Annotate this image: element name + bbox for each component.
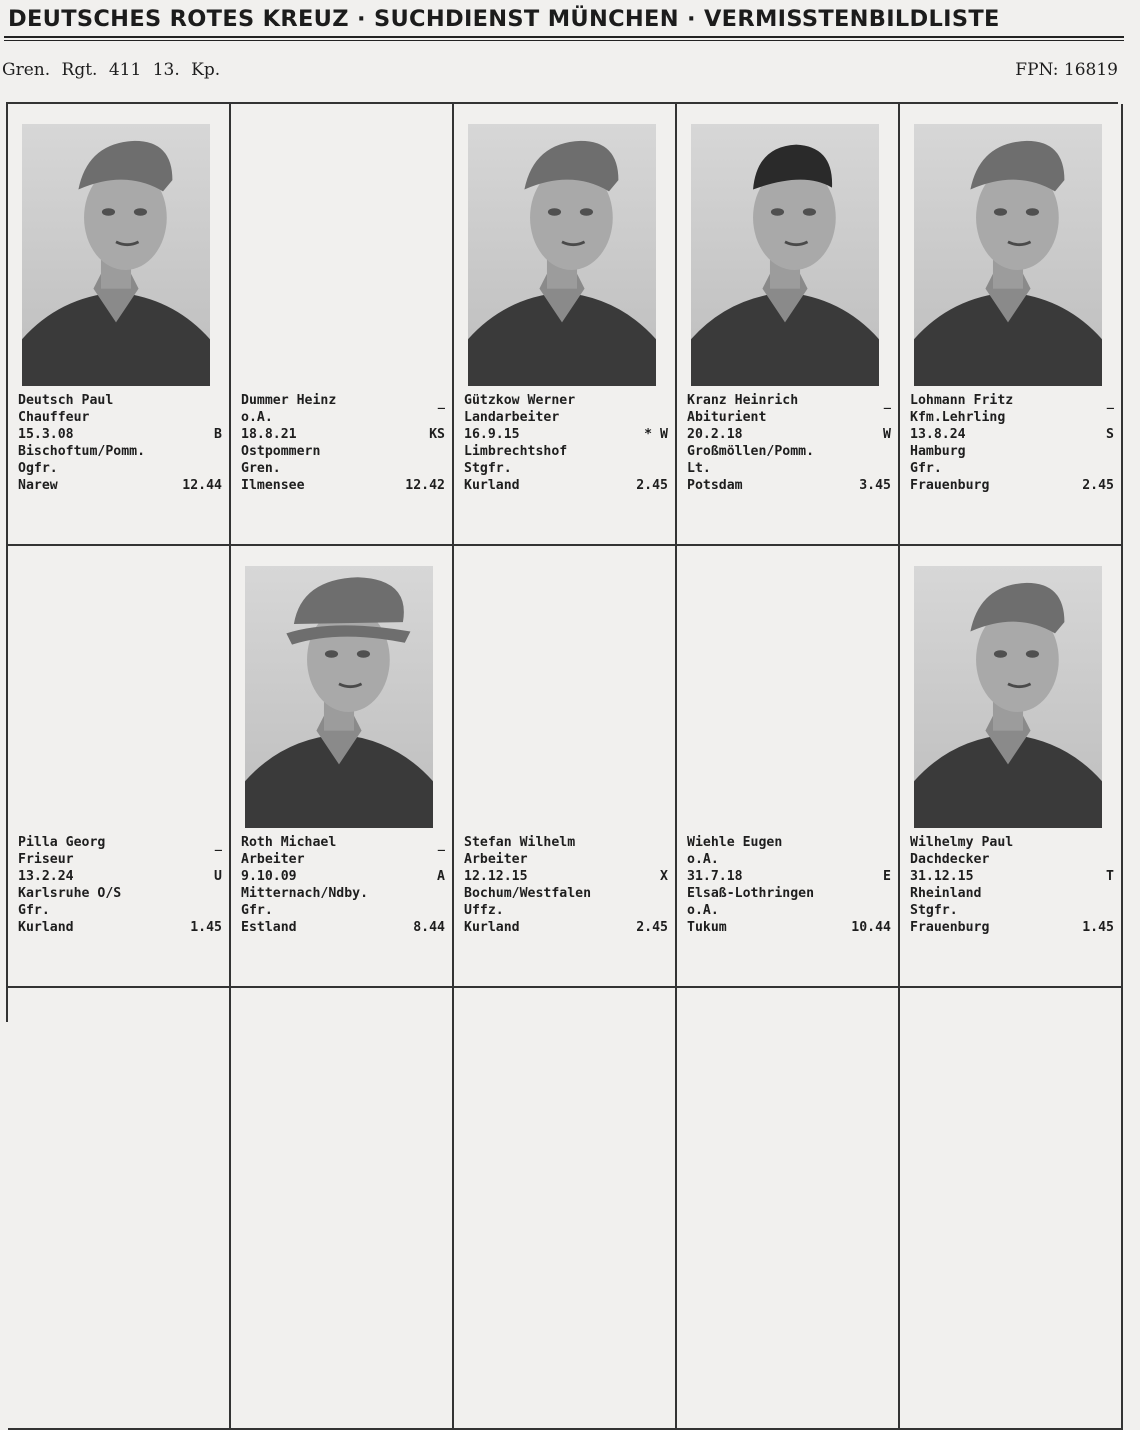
- rank-row: [687, 902, 891, 919]
- code-mark: T: [1106, 869, 1114, 884]
- last-seen-row: [910, 477, 1114, 494]
- occupation-row: [687, 851, 891, 868]
- portrait-icon: [22, 124, 210, 386]
- page-title: DEUTSCHES ROTES KREUZ · SUCHDIENST MÜNCHEN · VERMISSTENBILDLISTE: [8, 6, 1000, 32]
- occupation: Arbeiter: [464, 852, 528, 867]
- birthplace-row: [18, 443, 222, 460]
- title-underline-thin: [4, 40, 1124, 41]
- person-photo: [914, 566, 1102, 828]
- rank: Gfr.: [241, 903, 273, 918]
- last-seen-row: [464, 919, 668, 936]
- birthplace-row: [464, 443, 668, 460]
- birthdate: 9.10.09: [241, 869, 297, 884]
- birthplace-row: [464, 885, 668, 902]
- occupation-row: [910, 409, 1114, 426]
- person-name: Wilhelmy Paul: [910, 835, 1014, 850]
- occupation: Arbeiter: [241, 852, 305, 867]
- birthplace-row: [18, 885, 222, 902]
- person-info: [910, 392, 1114, 494]
- birth-row: [687, 868, 891, 885]
- last-seen-row: [241, 919, 445, 936]
- last-place: Tukum: [687, 920, 727, 935]
- person-card: [900, 104, 1123, 546]
- birthplace: Karlsruhe O/S: [18, 886, 122, 901]
- last-seen-row: [910, 919, 1114, 936]
- rank: Uffz.: [464, 903, 504, 918]
- person-info: [241, 392, 445, 494]
- last-place: Potsdam: [687, 478, 743, 493]
- name-row: [241, 834, 445, 851]
- last-date: 1.45: [1082, 920, 1114, 935]
- rank-row: [18, 902, 222, 919]
- birth-row: [18, 426, 222, 443]
- birthplace: Großmöllen/Pomm.: [687, 444, 815, 459]
- last-date: 2.45: [636, 478, 668, 493]
- birthplace-row: [241, 443, 445, 460]
- person-card: [231, 104, 454, 546]
- dash-mark: _: [437, 837, 445, 851]
- person-card: [677, 546, 900, 988]
- rank: Gfr.: [910, 461, 942, 476]
- birthdate: 12.12.15: [464, 869, 528, 884]
- birthplace: Elsaß-Lothringen: [687, 886, 815, 901]
- rank-row: [687, 460, 891, 477]
- name-row: [687, 834, 891, 851]
- last-date: 1.45: [190, 920, 222, 935]
- name-row: [464, 392, 668, 409]
- portrait-icon: [245, 566, 433, 828]
- birthplace: Bischoftum/Pomm.: [18, 444, 146, 459]
- birthdate: 15.3.08: [18, 427, 74, 442]
- empty-card: [231, 988, 454, 1430]
- rank-row: [464, 902, 668, 919]
- title-underline: [4, 36, 1124, 38]
- last-place: Frauenburg: [910, 478, 990, 493]
- last-place: Ilmensee: [241, 478, 305, 493]
- person-info: [18, 392, 222, 494]
- occupation: o.A.: [687, 852, 719, 867]
- name-row: [464, 834, 668, 851]
- code-mark: A: [437, 869, 445, 884]
- name-row: [18, 834, 222, 851]
- rank-row: [464, 460, 668, 477]
- rank: Gfr.: [18, 903, 50, 918]
- portrait-icon: [914, 124, 1102, 386]
- person-card: [454, 546, 677, 988]
- birth-row: [241, 426, 445, 443]
- person-name: Wiehle Eugen: [687, 835, 783, 850]
- person-card: [8, 546, 231, 988]
- occupation: Landarbeiter: [464, 410, 560, 425]
- birthplace-row: [910, 443, 1114, 460]
- empty-card: [454, 988, 677, 1430]
- code-mark: B: [214, 427, 222, 442]
- occupation-row: [18, 851, 222, 868]
- person-info: [687, 392, 891, 494]
- occupation: Kfm.Lehrling: [910, 410, 1006, 425]
- rank: Lt.: [687, 461, 711, 476]
- name-row: [18, 392, 222, 409]
- code-mark: S: [1106, 427, 1114, 442]
- code-mark: E: [883, 869, 891, 884]
- occupation-row: [464, 851, 668, 868]
- birthplace: Limbrechtshof: [464, 444, 568, 459]
- birthplace: Hamburg: [910, 444, 966, 459]
- person-photo: [245, 566, 433, 828]
- person-name: Dummer Heinz: [241, 393, 337, 408]
- last-seen-row: [687, 477, 891, 494]
- dash-mark: _: [214, 837, 222, 851]
- occupation-row: [18, 409, 222, 426]
- occupation-row: [464, 409, 668, 426]
- birthdate: 13.8.24: [910, 427, 966, 442]
- birthplace-row: [241, 885, 445, 902]
- birth-row: [18, 868, 222, 885]
- last-place: Kurland: [18, 920, 74, 935]
- birthdate: 31.7.18: [687, 869, 743, 884]
- last-date: 8.44: [413, 920, 445, 935]
- last-place: Kurland: [464, 478, 520, 493]
- person-info: [687, 834, 891, 936]
- rank-row: [18, 460, 222, 477]
- field-post-number: FPN: 16819: [1015, 60, 1118, 80]
- last-place: Kurland: [464, 920, 520, 935]
- missing-persons-grid: [6, 102, 1118, 1022]
- code-mark: U: [214, 869, 222, 884]
- birthdate: 31.12.15: [910, 869, 974, 884]
- person-card: [8, 104, 231, 546]
- last-date: 10.44: [851, 920, 891, 935]
- rank-row: [910, 460, 1114, 477]
- person-name: Pilla Georg: [18, 835, 106, 850]
- dash-mark: _: [437, 395, 445, 409]
- dash-mark: _: [883, 395, 891, 409]
- occupation-row: [687, 409, 891, 426]
- last-seen-row: [687, 919, 891, 936]
- last-place: Estland: [241, 920, 297, 935]
- last-seen-row: [241, 477, 445, 494]
- person-name: Deutsch Paul: [18, 393, 114, 408]
- person-info: [241, 834, 445, 936]
- last-place: Frauenburg: [910, 920, 990, 935]
- last-seen-row: [18, 477, 222, 494]
- person-card: [677, 104, 900, 546]
- birthplace: Mitternach/Ndby.: [241, 886, 369, 901]
- person-name: Stefan Wilhelm: [464, 835, 576, 850]
- name-row: [910, 392, 1114, 409]
- code-mark: * W: [644, 427, 668, 442]
- birthplace-row: [687, 443, 891, 460]
- rank-row: [910, 902, 1114, 919]
- birthplace: Rheinland: [910, 886, 982, 901]
- last-place: Narew: [18, 478, 58, 493]
- name-row: [910, 834, 1114, 851]
- portrait-icon: [468, 124, 656, 386]
- birth-row: [687, 426, 891, 443]
- person-info: [18, 834, 222, 936]
- dash-mark: _: [1106, 395, 1114, 409]
- empty-card: [677, 988, 900, 1430]
- birthdate: 18.8.21: [241, 427, 297, 442]
- birth-row: [910, 426, 1114, 443]
- rank: Stgfr.: [464, 461, 512, 476]
- birth-row: [464, 868, 668, 885]
- person-card: [454, 104, 677, 546]
- birthplace-row: [687, 885, 891, 902]
- portrait-icon: [691, 124, 879, 386]
- portrait-icon: [914, 566, 1102, 828]
- person-card: [900, 546, 1123, 988]
- rank: Stgfr.: [910, 903, 958, 918]
- last-date: 12.42: [405, 478, 445, 493]
- person-name: Gützkow Werner: [464, 393, 576, 408]
- last-date: 2.45: [636, 920, 668, 935]
- birth-row: [241, 868, 445, 885]
- person-card: [231, 546, 454, 988]
- birthdate: 13.2.24: [18, 869, 74, 884]
- rank-row: [241, 902, 445, 919]
- person-photo: [914, 124, 1102, 386]
- birthplace-row: [910, 885, 1114, 902]
- empty-card: [8, 988, 231, 1430]
- last-seen-row: [18, 919, 222, 936]
- person-info: [464, 392, 668, 494]
- birthdate: 20.2.18: [687, 427, 743, 442]
- rank-row: [241, 460, 445, 477]
- empty-card: [900, 988, 1123, 1430]
- unit-designation: Gren. Rgt. 411 13. Kp.: [2, 60, 221, 80]
- occupation: Friseur: [18, 852, 74, 867]
- person-info: [464, 834, 668, 936]
- birthplace: Ostpommern: [241, 444, 321, 459]
- occupation-row: [241, 409, 445, 426]
- birthdate: 16.9.15: [464, 427, 520, 442]
- code-mark: KS: [429, 427, 445, 442]
- code-mark: W: [883, 427, 891, 442]
- last-date: 12.44: [182, 478, 222, 493]
- birthplace: Bochum/Westfalen: [464, 886, 592, 901]
- occupation: Abiturient: [687, 410, 767, 425]
- occupation-row: [910, 851, 1114, 868]
- code-mark: X: [660, 869, 668, 884]
- birth-row: [910, 868, 1114, 885]
- person-name: Lohmann Fritz: [910, 393, 1014, 408]
- occupation-row: [241, 851, 445, 868]
- last-date: 3.45: [859, 478, 891, 493]
- name-row: [687, 392, 891, 409]
- occupation: o.A.: [241, 410, 273, 425]
- rank: Ogfr.: [18, 461, 58, 476]
- last-date: 2.45: [1082, 478, 1114, 493]
- person-info: [910, 834, 1114, 936]
- rank: o.A.: [687, 903, 719, 918]
- occupation: Dachdecker: [910, 852, 990, 867]
- last-seen-row: [464, 477, 668, 494]
- person-photo: [691, 124, 879, 386]
- person-photo: [468, 124, 656, 386]
- person-name: Kranz Heinrich: [687, 393, 799, 408]
- person-name: Roth Michael: [241, 835, 337, 850]
- occupation: Chauffeur: [18, 410, 90, 425]
- birth-row: [464, 426, 668, 443]
- rank: Gren.: [241, 461, 281, 476]
- name-row: [241, 392, 445, 409]
- person-photo: [22, 124, 210, 386]
